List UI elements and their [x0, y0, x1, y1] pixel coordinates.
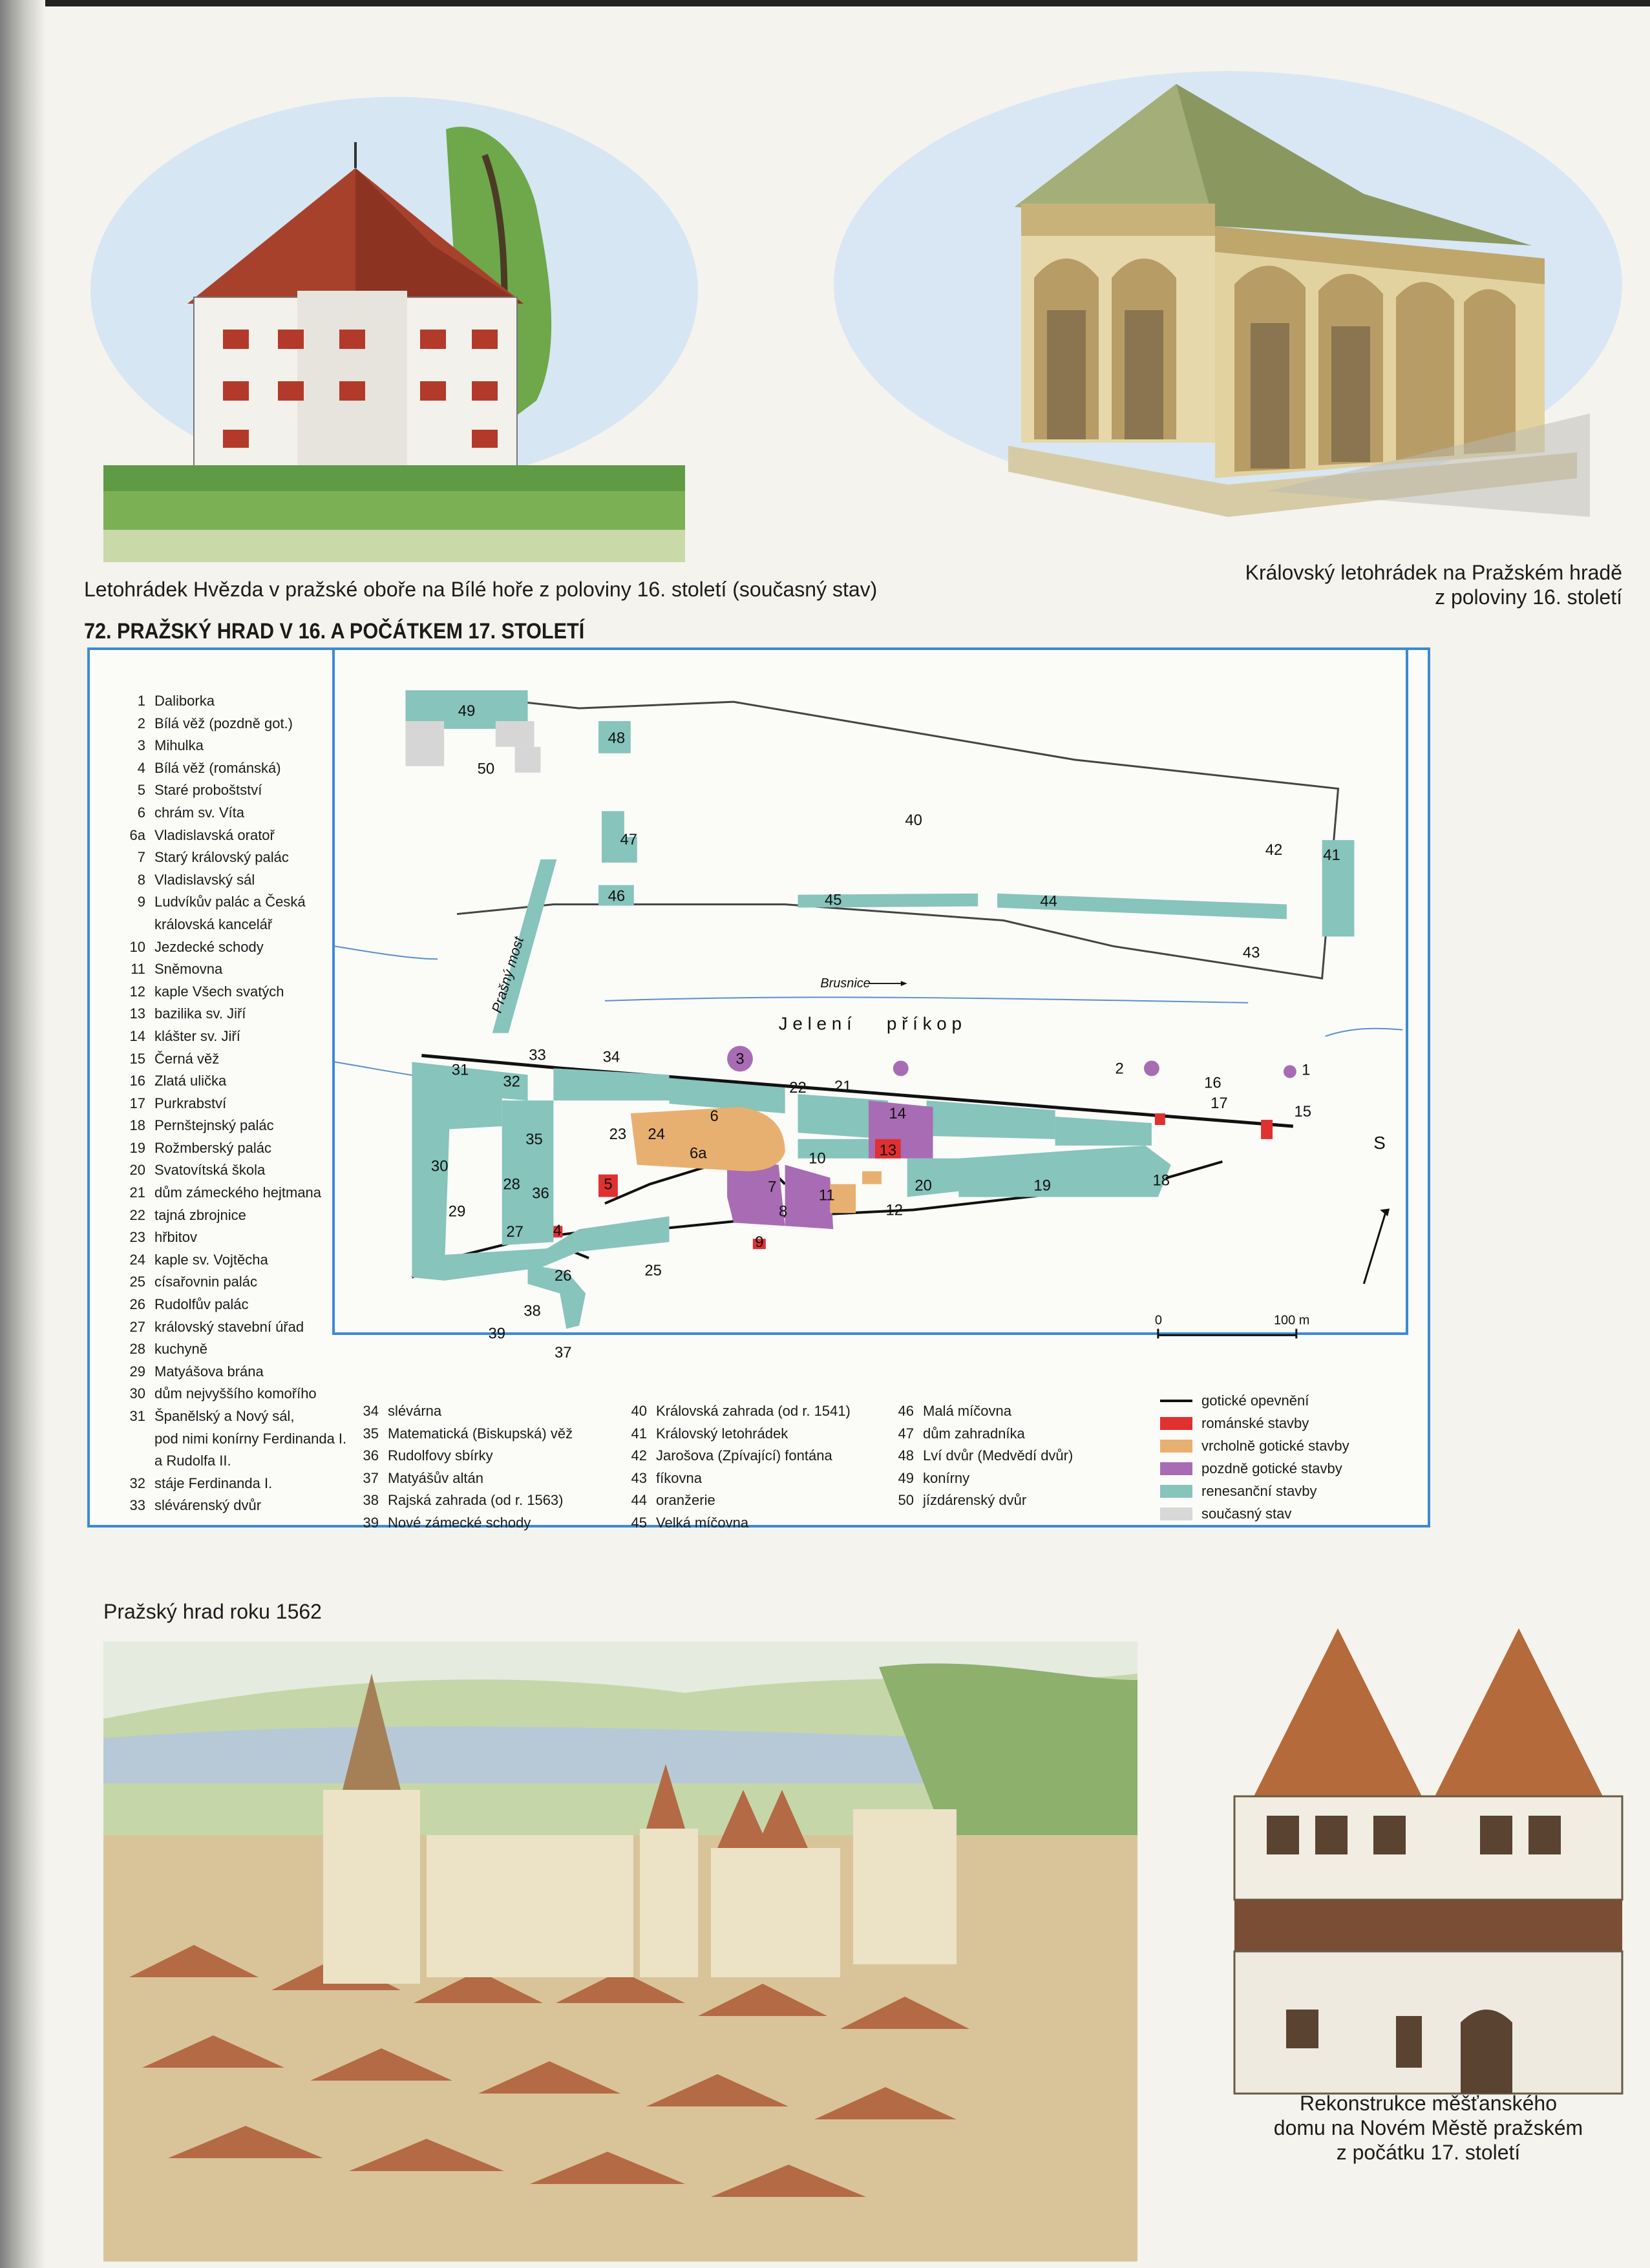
legend-item-number: 6a — [129, 826, 145, 843]
legend-item-text: kaple sv. Vojtěcha — [154, 1251, 268, 1268]
plan-label-28: 28 — [503, 1175, 520, 1193]
legend-item-number: 10 — [129, 938, 145, 955]
legend-item-text: Purkrabství — [154, 1095, 227, 1111]
legend-item-text: Rožmberský palác — [154, 1139, 271, 1156]
plan-label-6: 6 — [710, 1108, 719, 1126]
plan-label-46: 46 — [608, 887, 626, 905]
legend-item-text: dům zámeckého hejtmana — [154, 1184, 322, 1201]
plan-label-40: 40 — [905, 812, 922, 830]
legend-item — [116, 1294, 346, 1316]
plan-label-3: 3 — [735, 1050, 745, 1068]
legend-item-text: dům zahradníka — [923, 1425, 1025, 1442]
hvezda-caption: Letohrádek Hvězda v pražské oboře na Bílé hoře z poloviny 16. století (současný stav) — [84, 578, 878, 601]
legend-item-text: Matyášův altán — [388, 1469, 483, 1486]
burgher-house-caption — [1247, 2091, 1609, 2165]
legend-item-text: Svatovítská škola — [154, 1162, 266, 1179]
legend-item-text: Nové zámecké schody — [388, 1514, 531, 1531]
plan-label-24: 24 — [648, 1125, 665, 1143]
plan-label-45: 45 — [824, 891, 842, 909]
legend-item — [349, 1423, 573, 1445]
belveder-illustration — [814, 65, 1622, 556]
plan-label-25: 25 — [644, 1261, 662, 1279]
plan-label-16: 16 — [1204, 1074, 1222, 1092]
legend-item — [349, 1445, 573, 1467]
legend-item — [116, 1137, 346, 1160]
plan-label-5: 5 — [604, 1175, 613, 1193]
plan-label-14: 14 — [889, 1105, 907, 1123]
plan-label-34: 34 — [602, 1048, 620, 1066]
legend-item-number: 9 — [137, 894, 145, 910]
legend-item-number: 7 — [137, 849, 145, 866]
legend-column-2 — [349, 1400, 573, 1535]
legend-item-number: 28 — [129, 1341, 145, 1358]
legend-item-number: 13 — [129, 1005, 145, 1022]
legend-item-text: pod nimi konírny Ferdinanda I. — [154, 1430, 347, 1447]
castle-1562-caption: Pražský hrad roku 1562 — [103, 1600, 322, 1623]
legend-item-text: chrám sv. Víta — [154, 804, 244, 821]
plan-label-39: 39 — [488, 1325, 506, 1343]
legend-item-number: 37 — [363, 1469, 379, 1486]
legend-item — [116, 869, 346, 892]
legend-item — [116, 1025, 346, 1048]
key-item — [1160, 1434, 1349, 1457]
legend-item-text: Staré proboštství — [154, 782, 262, 799]
legend-item-text: Černá věž — [154, 1050, 220, 1067]
legend-item-text: Matyášova brána — [154, 1363, 264, 1380]
belveder-caption — [969, 560, 1622, 609]
plan-label-33: 33 — [529, 1046, 546, 1064]
plan-label-27: 27 — [506, 1223, 524, 1241]
legend-item-text: dům nejvyššího komořího — [154, 1385, 317, 1402]
legend-item — [116, 1204, 346, 1227]
legend-item — [116, 757, 346, 780]
legend-item-text: Rudolfovy sbírky — [388, 1447, 493, 1464]
legend-item-number: 18 — [129, 1117, 145, 1134]
legend-item-number: 16 — [129, 1073, 145, 1089]
key-swatch — [1160, 1507, 1192, 1520]
legend-item-number: 23 — [129, 1229, 145, 1246]
legend-item-number: 19 — [129, 1139, 145, 1156]
legend-item — [116, 1048, 346, 1071]
legend-item-text: Jarošova (Zpívající) fontána — [656, 1447, 832, 1464]
legend-item — [349, 1400, 573, 1423]
legend-item — [617, 1445, 851, 1467]
burgher-house-caption-line3: z počátku 17. století — [1336, 2141, 1521, 2164]
legend-item-number: 32 — [129, 1475, 145, 1491]
legend-item-text: jízdárenský dvůr — [923, 1492, 1027, 1509]
belveder-caption-line1: Královský letohrádek na Pražském hradě — [1245, 561, 1622, 584]
legend-column-1 — [116, 690, 346, 1517]
legend-item-text: Pernštejnský palác — [154, 1117, 274, 1134]
scale-zero: 0 — [1154, 1313, 1162, 1328]
key-label: renesanční stavby — [1201, 1483, 1317, 1499]
legend-item-number: 50 — [898, 1492, 914, 1509]
legend-item — [884, 1467, 1073, 1490]
legend-item-number: 25 — [129, 1274, 145, 1290]
legend-item-number: 12 — [129, 983, 145, 1000]
burgher-house-caption-line2: domu na Novém Městě pražském — [1273, 2116, 1583, 2139]
legend-item-text: Lví dvůr (Medvědí dvůr) — [923, 1447, 1074, 1464]
legend-item — [116, 981, 346, 1003]
legend-item — [116, 1115, 346, 1137]
legend-item-text: císařovnin palác — [154, 1274, 257, 1290]
hvezda-illustration — [84, 78, 704, 582]
plan-label-37: 37 — [555, 1344, 572, 1362]
legend-item-text: Starý královský palác — [154, 849, 289, 866]
legend-item — [116, 1249, 346, 1272]
castle-1562-illustration — [103, 1641, 1137, 2262]
legend-item-number: 21 — [129, 1184, 145, 1201]
castle-plan-drawing — [332, 650, 1408, 1362]
key-swatch — [1160, 1417, 1192, 1430]
legend-item-number: 36 — [363, 1447, 379, 1464]
legend-item — [116, 891, 346, 914]
legend-item-number: 14 — [129, 1027, 145, 1044]
legend-item — [116, 824, 346, 847]
legend-item-number: 38 — [363, 1492, 379, 1509]
legend-item — [116, 1003, 346, 1025]
key-label: gotické opevnění — [1201, 1392, 1309, 1409]
plan-label-12: 12 — [885, 1201, 904, 1219]
legend-item-text: Královský letohrádek — [656, 1425, 788, 1442]
legend-item — [116, 914, 346, 936]
key-label: románské stavby — [1201, 1415, 1309, 1431]
plan-label-11: 11 — [818, 1186, 835, 1204]
legend-item-text: Malá míčovna — [923, 1403, 1011, 1419]
legend-item-number: 8 — [137, 871, 145, 888]
legend-item-number: 46 — [898, 1403, 914, 1419]
legend-item-text: královský stavební úřad — [154, 1318, 304, 1335]
legend-item-text: Rajská zahrada (od r. 1563) — [388, 1492, 564, 1509]
belveder-caption-line2: z poloviny 16. století — [1435, 585, 1622, 609]
legend-item — [116, 735, 346, 757]
legend-item-text: konírny — [923, 1469, 970, 1486]
plan-label-26: 26 — [555, 1266, 572, 1285]
legend-item-number: 39 — [363, 1514, 379, 1531]
key-swatch — [1160, 1485, 1192, 1498]
plan-label-19: 19 — [1033, 1177, 1051, 1195]
legend-item — [116, 802, 346, 824]
plan-label-4: 4 — [553, 1222, 562, 1240]
legend-item-number: 17 — [129, 1095, 145, 1111]
legend-item-text: stáje Ferdinanda I. — [154, 1475, 273, 1491]
legend-item-text: Ludvíkův palác a Česká — [154, 894, 306, 910]
plan-label-32: 32 — [503, 1073, 520, 1091]
legend-item-text: slévárenský dvůr — [154, 1497, 262, 1514]
plan-label-35: 35 — [525, 1130, 543, 1148]
legend-item-number: 15 — [129, 1050, 145, 1067]
legend-item-text: Vladislavská oratoř — [154, 826, 275, 843]
legend-item — [116, 936, 346, 959]
key-label: pozdně gotické stavby — [1201, 1460, 1342, 1476]
legend-item — [617, 1467, 851, 1490]
legend-item-number: 24 — [129, 1251, 145, 1268]
key-label: současný stav — [1201, 1506, 1292, 1522]
legend-item-number: 49 — [898, 1469, 914, 1486]
legend-item-number: 3 — [137, 737, 145, 754]
legend-item-text: Vladislavský sál — [154, 871, 255, 888]
legend-column-4 — [884, 1400, 1073, 1512]
legend-item-text: Velká míčovna — [656, 1514, 749, 1531]
scale-end: 100 m — [1273, 1313, 1310, 1328]
legend-item-text: Zlatá ulička — [154, 1073, 227, 1089]
legend-item-text: Bílá věž (románská) — [154, 759, 281, 776]
legend-item — [116, 1383, 346, 1405]
plan-label-17: 17 — [1211, 1095, 1228, 1113]
map-label-brusnice: Brusnice — [820, 976, 871, 991]
burgher-house-illustration — [1228, 1615, 1629, 2106]
plan-label-9: 9 — [755, 1234, 764, 1252]
plan-label-18: 18 — [1152, 1171, 1170, 1190]
plan-label-1: 1 — [1302, 1061, 1311, 1079]
legend-item-number: 6 — [137, 804, 145, 821]
plan-label-31: 31 — [451, 1061, 469, 1079]
legend-item — [884, 1400, 1073, 1423]
key-item — [1160, 1502, 1349, 1525]
legend-item-number: 34 — [363, 1403, 379, 1419]
legend-item-number: 44 — [631, 1492, 647, 1509]
plan-label-23: 23 — [609, 1125, 627, 1143]
legend-item-number: 5 — [137, 782, 145, 799]
legend-item — [617, 1400, 851, 1423]
legend-item — [116, 1226, 346, 1249]
legend-item — [116, 1428, 346, 1451]
legend-item-text: Královská zahrada (od r. 1541) — [656, 1403, 851, 1419]
legend-item-number: 22 — [129, 1206, 145, 1223]
key-item — [1160, 1389, 1349, 1412]
legend-item — [116, 1338, 346, 1361]
legend-item-text: bazilika sv. Jiří — [154, 1005, 246, 1022]
legend-item — [884, 1423, 1073, 1445]
legend-column-3 — [617, 1400, 851, 1535]
legend-item-number: 4 — [137, 759, 145, 776]
legend-item — [116, 1271, 346, 1294]
legend-item — [116, 1070, 346, 1093]
legend-item — [116, 1182, 346, 1204]
legend-item — [116, 1495, 346, 1517]
plan-label-49: 49 — [458, 702, 476, 720]
legend-item — [116, 779, 346, 802]
legend-item-number: 35 — [363, 1425, 379, 1442]
plan-label-7: 7 — [768, 1178, 777, 1196]
map-color-key — [1160, 1389, 1349, 1525]
legend-item-text: Sněmovna — [154, 961, 223, 978]
legend-item-number: 1 — [137, 693, 145, 709]
plan-label-22: 22 — [789, 1079, 807, 1097]
key-label: vrcholně gotické stavby — [1201, 1438, 1349, 1454]
plan-label-13: 13 — [879, 1141, 897, 1159]
legend-item-number: 2 — [137, 715, 145, 731]
legend-item-number: 42 — [631, 1447, 647, 1464]
north-indicator: S — [1373, 1132, 1386, 1153]
legend-item — [349, 1489, 573, 1512]
plan-label-36: 36 — [532, 1184, 549, 1202]
legend-item-text: Mihulka — [154, 737, 204, 754]
legend-item — [349, 1512, 573, 1535]
legend-item-number: 45 — [631, 1514, 647, 1531]
legend-item — [116, 713, 346, 735]
legend-item-number: 29 — [129, 1363, 145, 1380]
legend-item-text: klášter sv. Jiří — [154, 1027, 240, 1044]
page-top-edge — [0, 0, 1650, 6]
legend-item-number: 41 — [631, 1425, 647, 1442]
legend-item — [116, 846, 346, 869]
plan-label-29: 29 — [448, 1202, 466, 1221]
key-swatch — [1160, 1400, 1192, 1402]
plan-label-2: 2 — [1115, 1060, 1124, 1078]
key-item — [1160, 1412, 1349, 1434]
legend-item-text: Daliborka — [154, 693, 215, 709]
plan-label-10: 10 — [809, 1150, 826, 1168]
legend-item-text: fíkovna — [656, 1469, 702, 1486]
plan-label-47: 47 — [620, 831, 638, 849]
burgher-house-caption-line1: Rekonstrukce měšťanského — [1300, 2092, 1557, 2115]
key-swatch — [1160, 1462, 1192, 1475]
legend-item-text: kaple Všech svatých — [154, 983, 284, 1000]
legend-item-text: tajná zbrojnice — [154, 1206, 246, 1223]
legend-item — [116, 690, 346, 713]
book-gutter — [0, 0, 45, 2268]
legend-item — [116, 1093, 346, 1115]
plan-label-20: 20 — [915, 1177, 932, 1195]
plan-label-44: 44 — [1040, 892, 1057, 910]
section-title: 72. PRAŽSKÝ HRAD V 16. A POČÁTKEM 17. STOLETÍ — [84, 619, 585, 644]
plan-label-38: 38 — [524, 1302, 541, 1320]
plan-label-42: 42 — [1265, 841, 1283, 859]
legend-item-number: 26 — [129, 1296, 145, 1313]
plan-label-43: 43 — [1242, 944, 1260, 962]
legend-item — [116, 1316, 346, 1339]
legend-item-number: 20 — [129, 1162, 145, 1179]
key-item — [1160, 1457, 1349, 1480]
legend-item — [116, 1473, 346, 1495]
map-label-jeleni-prikop: J e l e n í p ř í k o p — [778, 1013, 962, 1034]
key-swatch — [1160, 1440, 1192, 1453]
legend-item-text: královská kancelář — [154, 916, 273, 932]
legend-item — [884, 1445, 1073, 1467]
plan-label-48: 48 — [608, 729, 626, 747]
legend-item-text: a Rudolfa II. — [154, 1453, 231, 1469]
legend-item — [884, 1489, 1073, 1512]
plan-label-8: 8 — [779, 1202, 788, 1221]
legend-item-text: Bílá věž (pozdně got.) — [154, 715, 293, 731]
legend-item — [116, 958, 346, 981]
plan-label-21: 21 — [834, 1078, 852, 1096]
plan-label-6a: 6a — [690, 1144, 707, 1162]
legend-item-number: 30 — [129, 1385, 145, 1402]
plan-label-15: 15 — [1294, 1103, 1312, 1121]
legend-item-text: Jezdecké schody — [154, 938, 264, 955]
legend-item — [116, 1159, 346, 1182]
plan-label-30: 30 — [430, 1157, 449, 1175]
legend-item-text: Matematická (Biskupská) věž — [388, 1425, 573, 1442]
legend-item-text: Španělský a Nový sál, — [154, 1408, 295, 1424]
legend-item-number: 31 — [129, 1408, 145, 1424]
key-item — [1160, 1480, 1349, 1502]
legend-item — [116, 1450, 346, 1473]
legend-item-number: 47 — [898, 1425, 914, 1442]
legend-item — [116, 1405, 346, 1428]
plan-label-41: 41 — [1323, 846, 1340, 864]
legend-item-number: 27 — [129, 1318, 145, 1335]
legend-item-number: 11 — [131, 961, 145, 978]
plan-label-50: 50 — [477, 760, 495, 778]
legend-item-text: kuchyně — [154, 1341, 207, 1358]
legend-item-number: 33 — [129, 1497, 145, 1514]
legend-item-text: Rudolfův palác — [154, 1296, 249, 1313]
legend-item — [349, 1467, 573, 1490]
legend-item-text: slévárna — [388, 1403, 442, 1419]
legend-item — [617, 1423, 851, 1445]
legend-item — [116, 1361, 346, 1383]
legend-item — [617, 1489, 851, 1512]
legend-item-text: oranžerie — [656, 1492, 715, 1509]
legend-item-number: 43 — [631, 1469, 647, 1486]
legend-item — [617, 1512, 851, 1535]
legend-item-number: 40 — [631, 1403, 647, 1419]
legend-item-text: hřbitov — [154, 1229, 198, 1246]
map-label-prasny-most: Prašný most — [488, 934, 527, 1015]
legend-item-number: 48 — [898, 1447, 914, 1464]
